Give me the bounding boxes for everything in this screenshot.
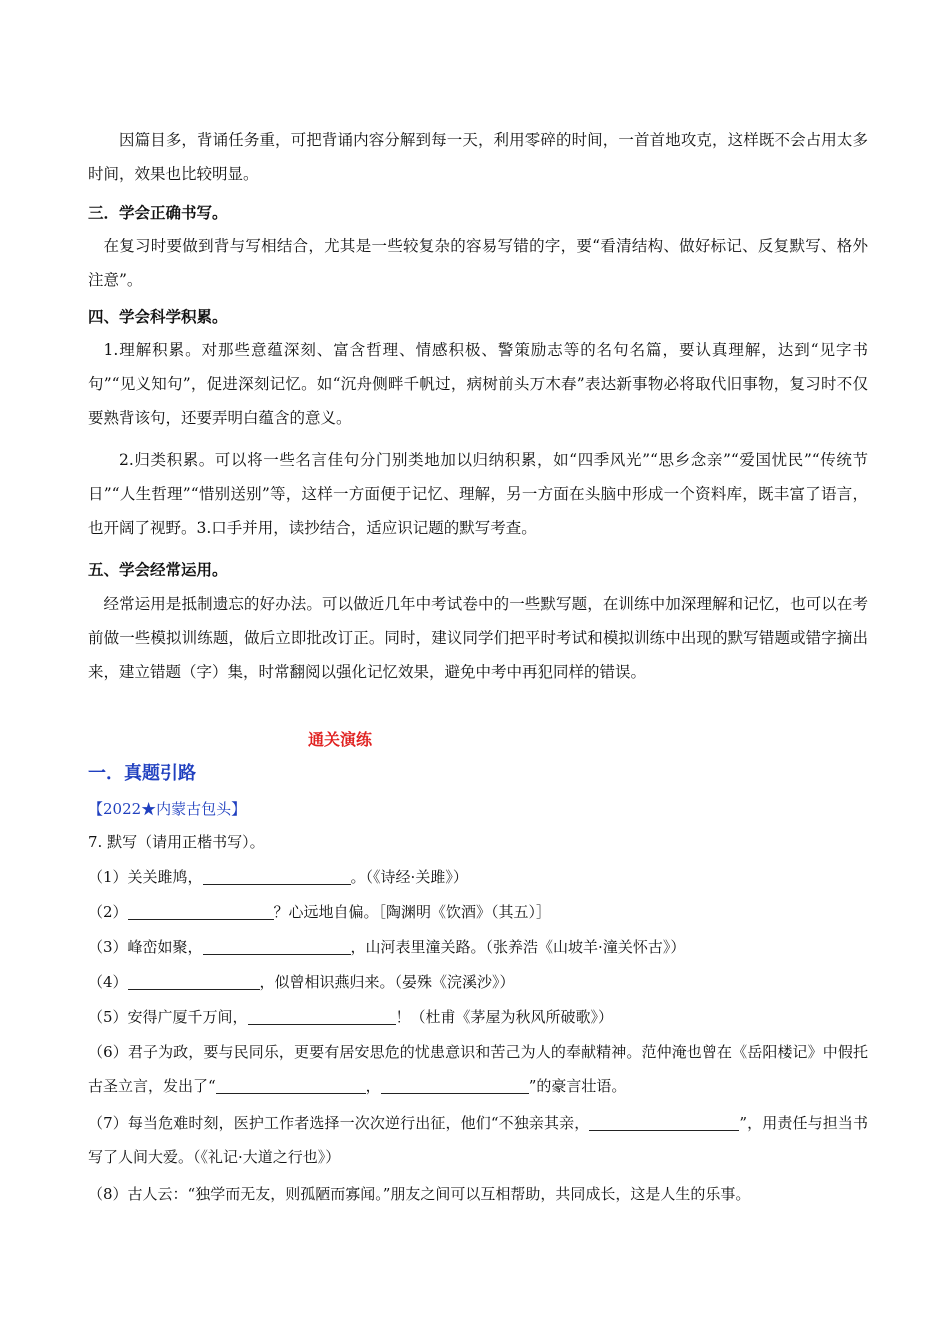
answer-blank[interactable]	[381, 1075, 529, 1094]
answer-blank[interactable]	[216, 1075, 366, 1094]
paragraph-usage: 经常运用是抵制遗忘的好办法。可以做近几年中考试卷中的一些默写题，在训练中加深理解和记忆，也可以在考前做一些模拟训练题，做后立即批改订正。同时，建议同学们把平时考试和模拟训练中出现的默写错题或错字摘出来，建立错题（字）集，时常翻阅以强化记忆效果，避免中考中再犯同样的错误。	[88, 595, 868, 681]
question-text: ？心远地自偏。［陶渊明《饮酒》（其五）］	[273, 903, 552, 921]
exam-source-tag: 【2022★内蒙古包头】	[88, 800, 247, 818]
question-text: ，似曾相识燕归来。（晏殊《浣溪沙》）	[259, 973, 515, 991]
paragraph-categorize: 2.归类积累。可以将一些名言佳句分门别类地加以归纳积累，如“四季风光”“思乡念亲”“爱国忧民”“传统节日”“人生哲理”“惜别送别”等，这样一方面便于记忆、理解，另一方面在头脑中形成一个资料库，既丰富了语言，也开阔了视野。3.口手并用，读抄结合，适应识记题的默写考查。	[88, 451, 868, 537]
question-text: ”的豪言壮语。	[528, 1077, 627, 1095]
question-text: （1）关关雎鸠，	[88, 868, 203, 886]
question-text: 。（《诗经·关雎》）	[350, 868, 468, 886]
question-text: （7）每当危难时刻，医护工作者选择一次次逆行出征，他们“不独亲其亲，	[88, 1114, 590, 1132]
question-item-6	[88, 1035, 868, 1103]
question-item-5	[88, 1000, 868, 1034]
paragraph-recitation: 因篇目多，背诵任务重，可把背诵内容分解到每一天，利用零碎的时间，一首首地攻克，这样既不会占用太多时间，效果也比较明显。	[88, 131, 868, 183]
practice-title: 通关演练	[308, 730, 373, 749]
question-text: （3）峰峦如聚，	[88, 938, 203, 956]
question-item-2	[88, 895, 868, 929]
question-text: （6）君子为政，要与民同乐，更要有居安思危的忧患意识和苦己为人的奉献精神。范仲淹也曾在《岳阳楼记》中假托古圣立言，发出了“	[88, 1043, 868, 1095]
question-text: ，山河表里潼关路。（张养浩《山坡羊·潼关怀古》）	[350, 938, 686, 956]
answer-blank[interactable]	[248, 1006, 396, 1025]
question-text: （2）	[88, 903, 128, 921]
answer-blank[interactable]	[128, 901, 274, 920]
paragraph-writing: 在复习时要做到背与写相结合，尤其是一些较复杂的容易写错的字，要“看清结构、做好标记、反复默写、格外注意”。	[88, 237, 868, 289]
heading-5: 五、学会经常运用。	[88, 561, 228, 579]
question-item-4	[88, 965, 868, 999]
heading-4: 四、学会科学积累。	[88, 308, 228, 326]
question-item-7	[88, 1106, 868, 1174]
question-text: ！（杜甫《茅屋为秋风所破歌》）	[395, 1008, 614, 1026]
question-text: （5）安得广厦千万间，	[88, 1008, 248, 1026]
answer-blank[interactable]	[128, 971, 260, 990]
question-item-8: （8）古人云：“独学而无友，则孤陋而寡闻。”朋友之间可以互相帮助，共同成长，这是人生的乐事。	[88, 1185, 751, 1203]
answer-blank[interactable]	[203, 866, 351, 885]
answer-blank[interactable]	[203, 936, 351, 955]
question-text: ”，用责任与担当书写了人间大爱。（《礼记·大道之行也》）	[88, 1114, 869, 1166]
question-text: ，	[365, 1077, 381, 1095]
question-title: 7. 默写（请用正楷书写）。	[88, 833, 265, 851]
question-item-1	[88, 860, 868, 894]
question-item-3	[88, 930, 868, 964]
question-text: （4）	[88, 973, 128, 991]
section-title: 一．真题引路	[88, 763, 196, 784]
answer-blank[interactable]	[589, 1112, 739, 1131]
paragraph-understand: 1.理解积累。对那些意蕴深刻、富含哲理、情感积极、警策励志等的名句名篇，要认真理解，达到“见字书句”“见义知句”，促进深刻记忆。如“沉舟侧畔千帆过，病树前头万木春”表达新事物必将取代旧事物，复习时不仅要熟背该句，还要弄明白蕴含的意义。	[88, 341, 868, 427]
heading-3: 三．学会正确书写。	[88, 204, 228, 222]
